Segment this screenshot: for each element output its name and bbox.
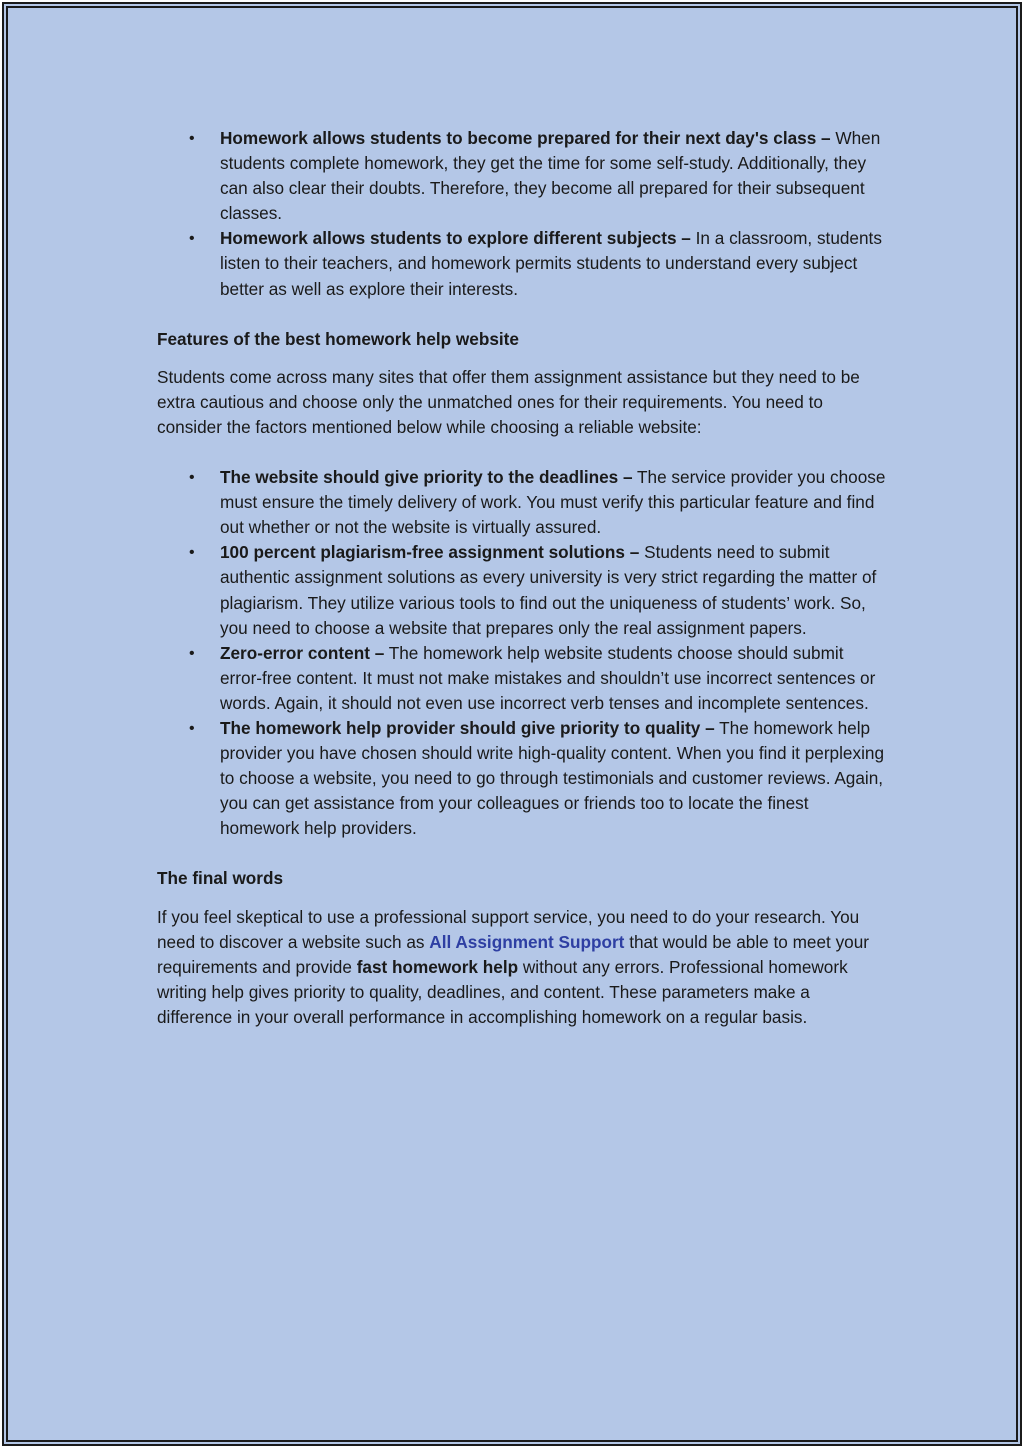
bullet-icon: •	[189, 644, 195, 662]
list-item	[157, 465, 887, 540]
bullet-body: The homework help website students choose should submit error-free content. It must not make mistakes and shouldn’t use incorrect sentences or words. Again, it should not even use incorrect verb tenses and incomplete sentences.	[220, 642, 876, 713]
features-paragraph: Students come across many sites that offer them assignment assistance but they need to be extra cautious and choose only the unmatched ones for their requirements. You need to consider the factors mentioned below while choosing a reliable website:	[157, 366, 860, 437]
bullet-body: When students complete homework, they get the time for some self-study. Additionally, they can also clear their doubts. Therefore, they become all prepared for their subsequent classes.	[220, 128, 881, 224]
list-item	[157, 540, 887, 640]
list-item	[157, 126, 887, 226]
bullet-title: The homework help provider should give priority to quality –	[220, 717, 715, 738]
features-bullet-list	[157, 465, 887, 841]
bullet-body: The service provider you choose must ensure the timely delivery of work. You must verify this particular feature and find out whether or not the website is virtually assured.	[220, 467, 886, 538]
document-content	[157, 126, 887, 1030]
fast-homework-help-text: fast homework help	[356, 956, 519, 977]
all-assignment-support-link[interactable]: All Assignment Support	[429, 931, 625, 952]
bullet-icon: •	[189, 130, 195, 147]
intro-bullet-list	[157, 126, 887, 302]
list-item	[157, 716, 887, 841]
bullet-title: Zero-error content –	[220, 642, 385, 663]
bullet-icon: •	[189, 230, 195, 248]
final-heading: The final words	[157, 868, 284, 889]
document-page	[2, 2, 1022, 1446]
bullet-body: In a classroom, students listen to their teachers, and homework permits students to understand every subject better as well as explore their interests.	[220, 228, 882, 299]
final-text-2: that would be able to meet your requirements and provide	[157, 931, 870, 977]
bullet-icon: •	[189, 469, 195, 487]
final-text-3: without any errors. Professional homework writing help gives priority to quality, deadlines, and content. These parameters make a difference in your overall performance in accomplishing homework on a regular basis.	[157, 956, 848, 1027]
final-paragraph	[157, 905, 887, 1030]
bullet-body: The homework help provider you have chosen should write high-quality content. When you find it perplexing to choose a website, you need to go through testimonials and customer reviews. Again, you can get assistance from your colleagues or friends too to locate the finest homework help providers.	[220, 717, 885, 839]
bullet-title: Homework allows students to explore different subjects –	[220, 228, 691, 249]
final-text-1: If you feel skeptical to use a professional support service, you need to do your research. You need to discover a website such as	[157, 906, 860, 952]
list-item	[157, 226, 887, 301]
bullet-title: Homework allows students to become prepared for their next day's class –	[220, 128, 831, 148]
bullet-body: Students need to submit authentic assignment solutions as every university is very strict regarding the matter of plagiarism. They utilize various tools to find out the uniqueness of students’ work. So, you need to choose a website that prepares only the real assignment papers.	[220, 542, 877, 638]
bullet-title: 100 percent plagiarism-free assignment solutions –	[220, 542, 640, 563]
bullet-title: The website should give priority to the deadlines –	[220, 467, 633, 488]
features-heading: Features of the best homework help website	[157, 328, 519, 349]
list-item	[157, 641, 887, 716]
bullet-icon: •	[189, 719, 195, 737]
bullet-icon: •	[189, 544, 195, 562]
